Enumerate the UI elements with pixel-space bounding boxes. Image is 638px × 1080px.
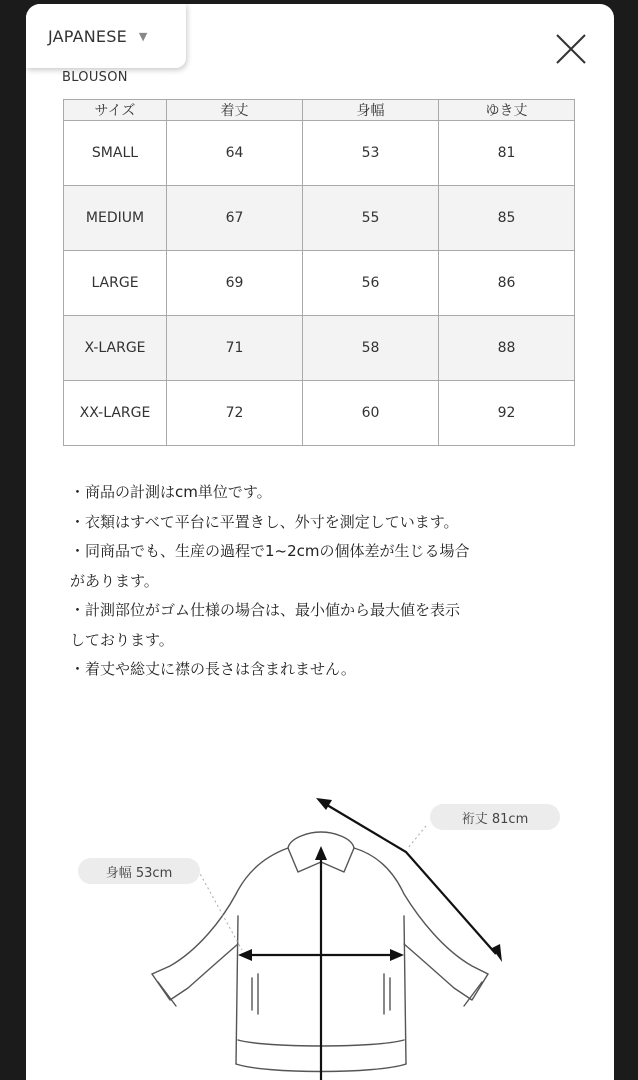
- size-cell: SMALL: [64, 121, 167, 186]
- note-line: ・計測部位がゴム仕様の場合は、最小値から最大値を表示: [70, 601, 461, 619]
- close-button[interactable]: [552, 30, 590, 68]
- length-cell: 72: [167, 381, 303, 446]
- table-row: [64, 316, 575, 381]
- note-line: しております。: [70, 630, 174, 649]
- measurement-notes: [70, 478, 590, 685]
- width-cell: 60: [303, 381, 439, 446]
- length-cell: 69: [167, 251, 303, 316]
- size-guide-sheet: [26, 4, 614, 1080]
- size-cell: X-LARGE: [64, 316, 167, 381]
- language-select[interactable]: [26, 4, 186, 68]
- table-row: [64, 186, 575, 251]
- note-line: があります。: [70, 571, 159, 590]
- length-cell: 67: [167, 186, 303, 251]
- note-line: ・衣類はすべて平台に平置きし、外寸を測定しています。: [70, 512, 459, 531]
- table-header-row: [64, 100, 575, 121]
- sleeve-length-label: 裄丈 81cm: [430, 804, 560, 830]
- size-cell: LARGE: [64, 251, 167, 316]
- table-row: [64, 121, 575, 186]
- width-cell: 58: [303, 316, 439, 381]
- length-cell: 71: [167, 316, 303, 381]
- column-header-width: 身幅: [303, 100, 439, 121]
- body-width-label: 身幅 53cm: [78, 858, 200, 884]
- garment-diagram: [26, 744, 614, 1080]
- column-header-size: サイズ: [64, 100, 167, 121]
- column-header-sleeve: ゆき丈: [439, 100, 575, 121]
- length-cell: 64: [167, 121, 303, 186]
- sleeve-cell: 85: [439, 186, 575, 251]
- sleeve-cell: 88: [439, 316, 575, 381]
- note-line: ・同商品でも、生産の過程で1~2cmの個体差が生じる場合: [70, 542, 470, 560]
- size-cell: XX-LARGE: [64, 381, 167, 446]
- note-line: ・着丈や総丈に襟の長さは含まれません。: [70, 660, 356, 678]
- width-cell: 55: [303, 186, 439, 251]
- width-cell: 56: [303, 251, 439, 316]
- close-icon: [552, 30, 590, 68]
- sleeve-cell: 81: [439, 121, 575, 186]
- table-row: [64, 381, 575, 446]
- language-value: JAPANESE: [48, 26, 127, 46]
- size-table: [63, 99, 575, 446]
- table-row: [64, 251, 575, 316]
- chevron-down-icon: ▼: [138, 29, 148, 43]
- width-cell: 53: [303, 121, 439, 186]
- note-line: ・商品の計測はcm単位です。: [70, 483, 272, 501]
- blouson-illustration: [26, 744, 614, 1080]
- column-header-length: 着丈: [167, 100, 303, 121]
- sleeve-cell: 92: [439, 381, 575, 446]
- sleeve-cell: 86: [439, 251, 575, 316]
- product-name: BLOUSON: [62, 70, 128, 85]
- size-cell: MEDIUM: [64, 186, 167, 251]
